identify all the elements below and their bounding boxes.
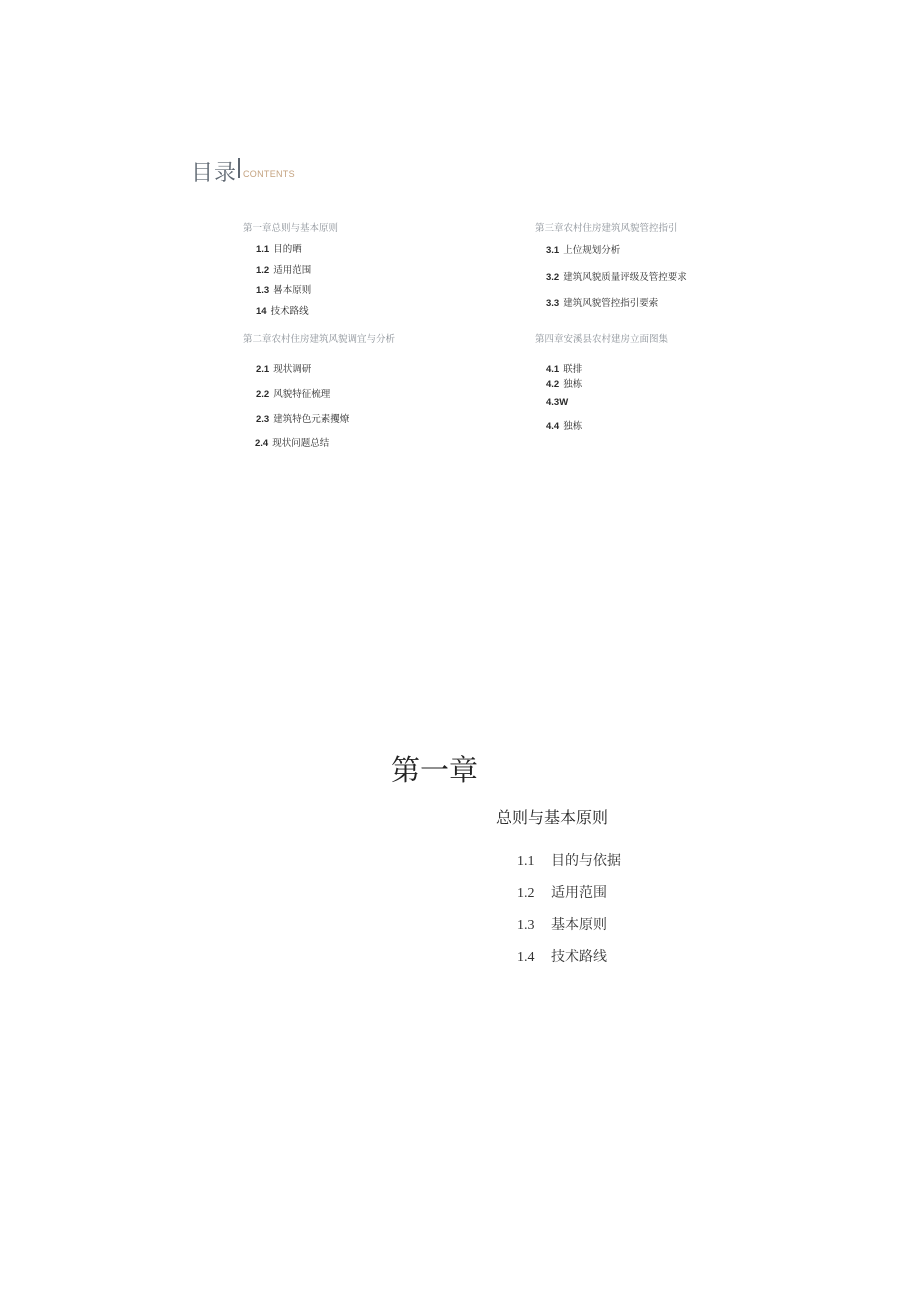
toc-item-number: 1.3	[256, 285, 270, 296]
toc-item-label: 目的晒	[273, 244, 302, 255]
section-entry[interactable]	[517, 882, 607, 902]
toc-item[interactable]	[256, 303, 309, 317]
toc-chapter-2-title[interactable]: 第二章农村住房建筑风貌调宜与分析	[243, 334, 396, 345]
toc-subtitle: CONTENTS	[243, 169, 295, 179]
toc-item-label: 建筑特色元素攫燎	[273, 414, 350, 425]
toc-item-label: 现状调研	[273, 364, 312, 375]
section-number: 1.2	[517, 886, 535, 901]
toc-item-number: 3.2	[546, 272, 560, 283]
toc-item[interactable]	[546, 242, 620, 256]
toc-item-label: 建筑风貌质量评级及管控要求	[563, 272, 687, 283]
toc-item[interactable]	[256, 386, 330, 400]
toc-item[interactable]	[256, 241, 302, 255]
toc-item[interactable]	[546, 269, 687, 283]
toc-title: 目录	[191, 161, 238, 186]
toc-item[interactable]	[546, 418, 582, 432]
section-label: 目的与依据	[551, 854, 621, 869]
toc-item-number: 2.3	[256, 414, 270, 425]
toc-item-number: 4.2	[546, 379, 560, 390]
chapter-subtitle: 总则与基本原则	[496, 808, 609, 827]
toc-item-number: 4.4	[546, 421, 560, 432]
toc-item-label: 独栋	[563, 421, 583, 432]
toc-item[interactable]	[255, 435, 329, 449]
toc-item[interactable]	[546, 397, 572, 408]
toc-item-number: 3.3	[546, 298, 560, 309]
toc-item-number: 3.1	[546, 245, 560, 256]
toc-item[interactable]	[546, 295, 658, 309]
toc-item-label: 晷本原则	[273, 285, 312, 296]
toc-item[interactable]	[256, 262, 311, 276]
toc-item-label: 适用范围	[273, 265, 312, 276]
toc-item[interactable]	[256, 282, 311, 296]
toc-divider	[238, 158, 240, 178]
toc-chapter-1-title[interactable]: 第一章总则与基本原则	[243, 223, 339, 234]
toc-item-number: 4.1	[546, 364, 560, 375]
toc-item-number: 2.4	[255, 438, 269, 449]
toc-item-number: 4.3W	[546, 397, 569, 408]
toc-item-label: 独栋	[563, 379, 583, 390]
section-entry[interactable]	[517, 946, 607, 966]
section-entry[interactable]	[517, 914, 607, 934]
section-entry[interactable]	[517, 850, 621, 870]
section-number: 1.3	[517, 918, 535, 933]
toc-item-number: 1.2	[256, 265, 270, 276]
toc-item-label: 技术路线	[270, 306, 309, 317]
section-number: 1.1	[517, 854, 535, 869]
toc-item-label: 风貌特征梳理	[273, 389, 331, 400]
chapter-heading: 第一章	[391, 753, 479, 787]
toc-item-label: 联排	[563, 364, 583, 375]
toc-item-label: 建筑风貌管控指引要索	[563, 298, 659, 309]
toc-item-number: 14	[256, 306, 267, 317]
section-label: 技术路线	[551, 950, 607, 965]
toc-item-number: 1.1	[256, 244, 270, 255]
toc-item-number: 2.2	[256, 389, 270, 400]
section-label: 基本原则	[551, 918, 607, 933]
section-label: 适用范围	[551, 886, 607, 901]
toc-item-label: 现状问题总结	[272, 438, 330, 449]
toc-item[interactable]	[546, 376, 582, 390]
toc-item[interactable]	[546, 361, 582, 375]
toc-chapter-4-title[interactable]: 第四章安溪县农村建房立面图集	[535, 334, 669, 345]
toc-item-number: 2.1	[256, 364, 270, 375]
toc-item[interactable]	[256, 411, 349, 425]
toc-chapter-3-title[interactable]: 第三章农村住房建筑风貌管控指引	[535, 223, 678, 234]
toc-item-label: 上位规划分析	[563, 245, 621, 256]
toc-item[interactable]	[256, 361, 311, 375]
section-number: 1.4	[517, 950, 535, 965]
